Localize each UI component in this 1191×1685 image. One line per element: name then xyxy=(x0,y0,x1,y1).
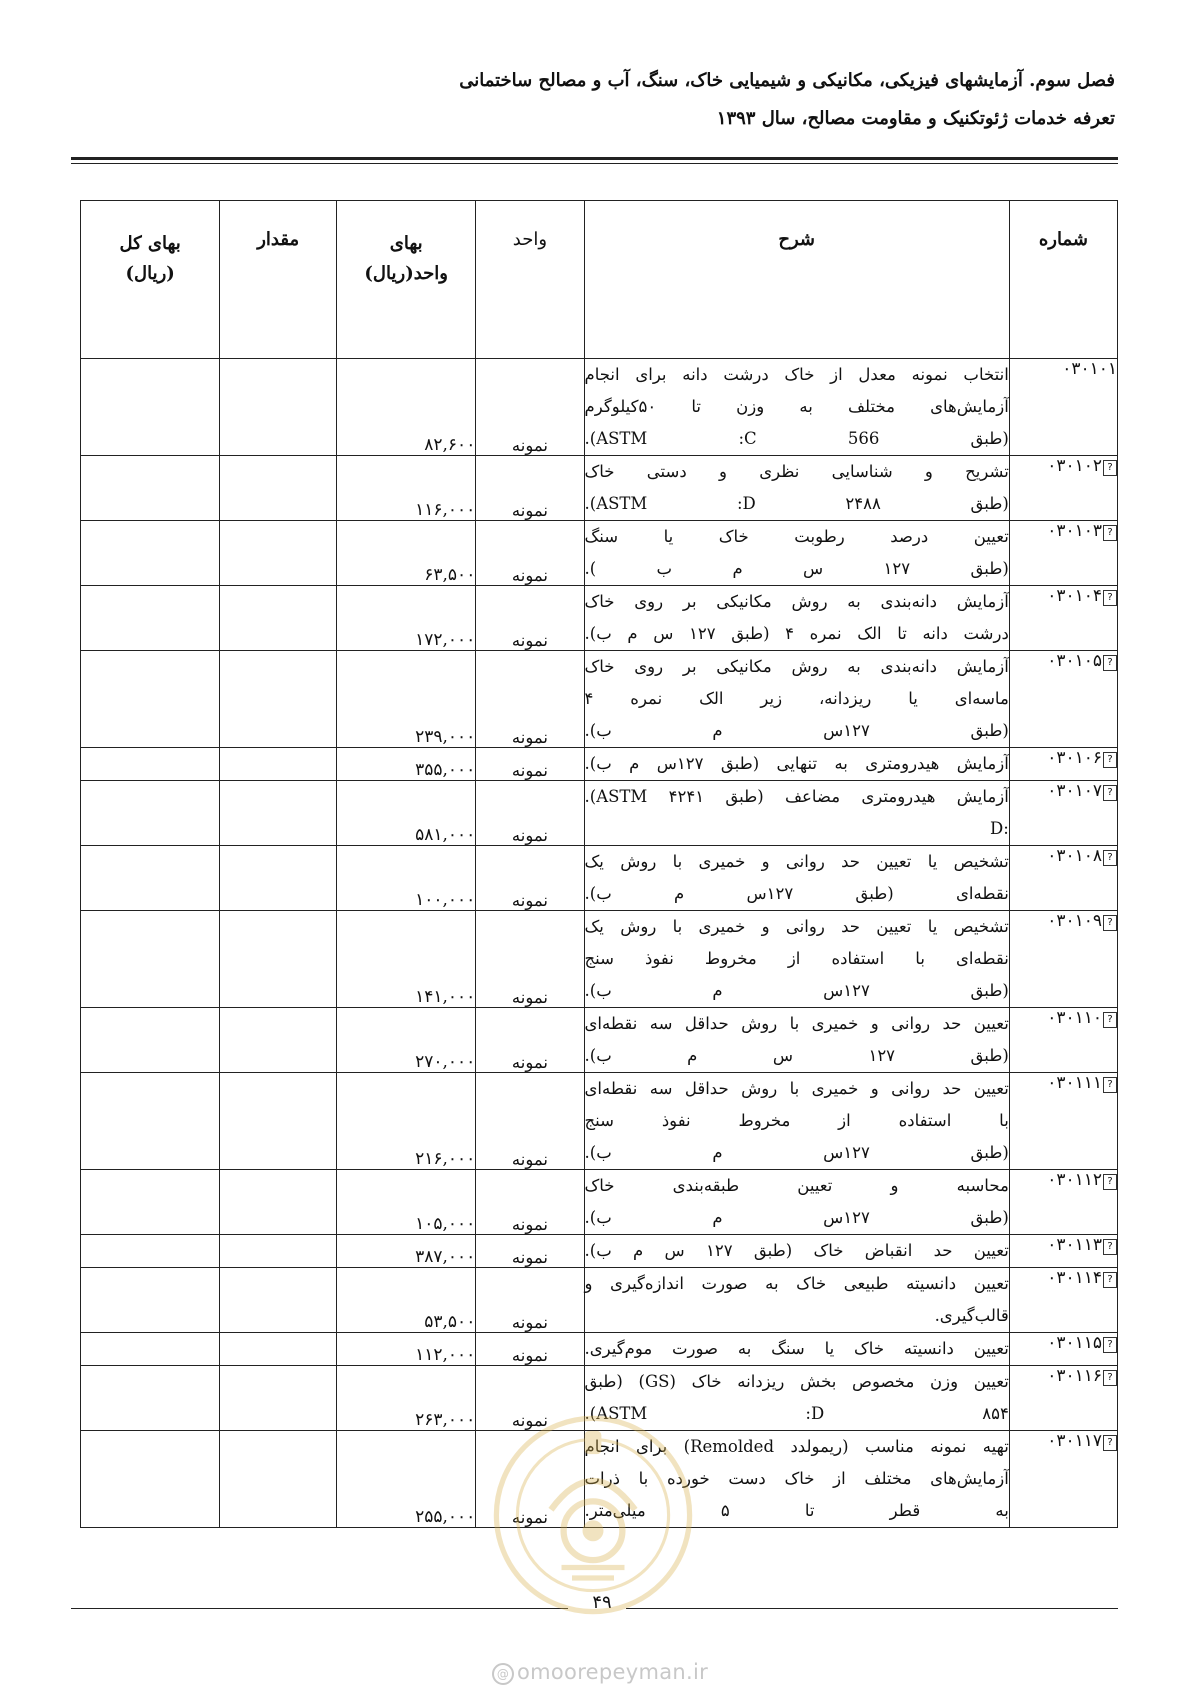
description-line: تعیین حد روانی و خمیری با روش حداقل سه نقطه‌ای xyxy=(584,1014,1009,1033)
cell-number xyxy=(1009,1073,1117,1170)
cell-quantity xyxy=(220,456,337,521)
cell-number xyxy=(1009,1170,1117,1235)
cell-number xyxy=(1009,521,1117,586)
row-number: ۰۳۰۱۱۷ xyxy=(1047,1431,1102,1451)
cell-total-price xyxy=(81,586,220,651)
row-number: ۰۳۰۱۱۱ xyxy=(1047,1073,1102,1093)
row-number: ۰۳۰۱۱۰ xyxy=(1047,1008,1102,1028)
cell-total-price xyxy=(81,1235,220,1268)
description-line: درشت دانه تا الک نمره ۴ (طبق ۱۲۷ س م ب). xyxy=(584,624,1009,643)
header-total-price-line1: بهای کل xyxy=(119,233,181,254)
table-row xyxy=(81,456,1118,521)
row-number: ۰۳۰۱۱۵ xyxy=(1047,1333,1102,1353)
cell-quantity xyxy=(220,1170,337,1235)
cell-total-price xyxy=(81,1073,220,1170)
row-number: ۰۳۰۱۰۱ xyxy=(1062,359,1117,379)
cell-total-price xyxy=(81,1008,220,1073)
table-row xyxy=(81,1268,1118,1333)
row-number: ۰۳۰۱۱۴ xyxy=(1047,1268,1102,1288)
cell-number xyxy=(1009,748,1117,781)
cell-description xyxy=(584,1235,1009,1268)
cell-quantity xyxy=(220,1235,337,1268)
cell-quantity xyxy=(220,1008,337,1073)
description-line: تعیین حد روانی و خمیری با روش حداقل سه نقطه‌ای xyxy=(584,1079,1009,1098)
cell-description xyxy=(584,359,1009,456)
replacement-char-icon: ? xyxy=(1103,655,1117,671)
cell-unit-price: ۲۳۹,۰۰۰ xyxy=(337,651,476,748)
cell-total-price xyxy=(81,651,220,748)
cell-unit-price: ۲۷۰,۰۰۰ xyxy=(337,1008,476,1073)
cell-total-price xyxy=(81,781,220,846)
table-row xyxy=(81,781,1118,846)
cell-description xyxy=(584,586,1009,651)
description-line: با استفاده از مخروط نفوذ سنج xyxy=(584,1111,1009,1130)
table-header-row xyxy=(81,201,1118,359)
cell-total-price xyxy=(81,359,220,456)
description-line: محاسبه و تعیین طبقه‌بندی خاک xyxy=(584,1176,1009,1195)
row-number: ۰۳۰۱۰۵ xyxy=(1047,651,1102,671)
description-line: نقطه‌ای (طبق ۱۲۷س م ب). xyxy=(584,884,1009,903)
description-line: (طبق ۱۲۷س م ب). xyxy=(584,1143,1009,1162)
cell-number xyxy=(1009,911,1117,1008)
cell-unit: نمونه xyxy=(476,1366,584,1431)
cell-description xyxy=(584,1268,1009,1333)
cell-unit: نمونه xyxy=(476,1170,584,1235)
cell-quantity xyxy=(220,846,337,911)
header-unit-price-line1: بهای xyxy=(389,233,423,254)
cell-description xyxy=(584,456,1009,521)
cell-total-price xyxy=(81,911,220,1008)
table-row xyxy=(81,846,1118,911)
cell-unit: نمونه xyxy=(476,521,584,586)
description-line: آزمایش هیدرومتری مضاعف (طبق ۴۲۴۱ ASTM). xyxy=(584,787,1009,806)
description-line: تعیین دانسیته طبیعی خاک به صورت اندازه‌گیری و xyxy=(584,1274,1009,1293)
replacement-char-icon: ? xyxy=(1103,460,1117,476)
cell-description xyxy=(584,781,1009,846)
cell-total-price xyxy=(81,1170,220,1235)
description-line: ASTM :D ۸۵۴). xyxy=(584,1404,1009,1423)
description-line: آزمایش هیدرومتری به تنهایی (طبق ۱۲۷س م ب). xyxy=(584,754,1009,773)
cell-quantity xyxy=(220,521,337,586)
table-row xyxy=(81,1073,1118,1170)
cell-description xyxy=(584,911,1009,1008)
description-line: تعیین دانسیته خاک یا سنگ به صورت موم‌گیری. xyxy=(584,1339,1009,1358)
header-rule-thin xyxy=(71,163,1118,164)
chapter-title: فصل سوم. آزمایشهای فیزیکی، مکانیکی و شیمیایی خاک، سنگ، آب و مصالح ساختمانی xyxy=(459,70,1115,91)
description-line: انتخاب نمونه معدل از خاک درشت دانه برای انجام xyxy=(584,365,1009,384)
replacement-char-icon: ? xyxy=(1103,785,1117,801)
cell-total-price xyxy=(81,521,220,586)
description-line: آزمایش دانه‌بندی به روش مکانیکی بر روی خاک xyxy=(584,592,1009,611)
table-row xyxy=(81,1170,1118,1235)
cell-total-price xyxy=(81,748,220,781)
cell-unit: نمونه xyxy=(476,1073,584,1170)
replacement-char-icon: ? xyxy=(1103,850,1117,866)
cell-unit-price: ۵۸۱,۰۰۰ xyxy=(337,781,476,846)
cell-quantity xyxy=(220,748,337,781)
cell-number xyxy=(1009,1366,1117,1431)
description-line: آزمایش‌های مختلف به وزن تا ۵۰کیلوگرم xyxy=(584,397,1009,416)
description-line: (طبق ۱۲۷ س م ب ). xyxy=(584,559,1009,578)
cell-description xyxy=(584,1008,1009,1073)
cell-quantity xyxy=(220,586,337,651)
replacement-char-icon: ? xyxy=(1103,1012,1117,1028)
replacement-char-icon: ? xyxy=(1103,1272,1117,1288)
cell-unit-price: ۱۰۰,۰۰۰ xyxy=(337,846,476,911)
header-number: شماره xyxy=(1009,201,1117,359)
table-row xyxy=(81,586,1118,651)
description-line: تهیه نمونه مناسب (ریمولدد Remolded) برای انجام xyxy=(584,1437,1009,1456)
header-description: شرح xyxy=(584,201,1009,359)
cell-description xyxy=(584,748,1009,781)
replacement-char-icon: ? xyxy=(1103,590,1117,606)
cell-unit: نمونه xyxy=(476,1268,584,1333)
header-unit-price-line2: واحد(ریال) xyxy=(364,263,448,284)
cell-unit-price: ۱۱۶,۰۰۰ xyxy=(337,456,476,521)
table-row xyxy=(81,521,1118,586)
table-row xyxy=(81,911,1118,1008)
page-number: ۴۹ xyxy=(592,1592,612,1613)
replacement-char-icon: ? xyxy=(1103,1435,1117,1451)
replacement-char-icon: ? xyxy=(1103,752,1117,768)
cell-number xyxy=(1009,359,1117,456)
cell-unit-price: ۲۱۶,۰۰۰ xyxy=(337,1073,476,1170)
description-line: (طبق ۱۲۷س م ب). xyxy=(584,721,1009,740)
cell-total-price xyxy=(81,456,220,521)
description-line: :D xyxy=(990,819,1009,838)
replacement-char-icon: ? xyxy=(1103,1077,1117,1093)
cell-description xyxy=(584,1170,1009,1235)
row-number: ۰۳۰۱۰۲ xyxy=(1047,456,1102,476)
description-line: (طبق ASTM :C 566). xyxy=(584,429,1009,448)
page-header xyxy=(75,62,1115,138)
cell-quantity xyxy=(220,1366,337,1431)
cell-number xyxy=(1009,781,1117,846)
cell-unit: نمونه xyxy=(476,748,584,781)
cell-unit: نمونه xyxy=(476,586,584,651)
table-row xyxy=(81,651,1118,748)
row-number: ۰۳۰۱۱۲ xyxy=(1047,1170,1102,1190)
row-number: ۰۳۰۱۰۴ xyxy=(1047,586,1102,606)
cell-unit: نمونه xyxy=(476,651,584,748)
table-row xyxy=(81,1333,1118,1366)
header-unit-price xyxy=(337,201,476,359)
cell-number xyxy=(1009,1333,1117,1366)
cell-description xyxy=(584,1073,1009,1170)
cell-number xyxy=(1009,1235,1117,1268)
cell-quantity xyxy=(220,1333,337,1366)
cell-total-price xyxy=(81,1366,220,1431)
cell-unit-price: ۱۱۲,۰۰۰ xyxy=(337,1333,476,1366)
cell-quantity xyxy=(220,651,337,748)
row-number: ۰۳۰۱۰۹ xyxy=(1047,911,1102,931)
at-icon: @ xyxy=(492,1663,514,1685)
replacement-char-icon: ? xyxy=(1103,915,1117,931)
cell-unit-price: ۱۴۱,۰۰۰ xyxy=(337,911,476,1008)
description-line: تشخیص یا تعیین حد روانی و خمیری با روش یک xyxy=(584,917,1009,936)
cell-description xyxy=(584,521,1009,586)
watermark-site xyxy=(492,1660,708,1685)
description-line: (طبق ASTM :D ۲۴۸۸). xyxy=(584,494,1009,513)
cell-total-price xyxy=(81,1431,220,1528)
description-line: (طبق ۱۲۷ س م ب). xyxy=(584,1046,1009,1065)
cell-unit-price: ۲۵۵,۰۰۰ xyxy=(337,1431,476,1528)
cell-quantity xyxy=(220,359,337,456)
table-row xyxy=(81,359,1118,456)
cell-unit-price: ۲۶۳,۰۰۰ xyxy=(337,1366,476,1431)
cell-quantity xyxy=(220,1431,337,1528)
cell-description xyxy=(584,651,1009,748)
cell-unit-price: ۳۵۵,۰۰۰ xyxy=(337,748,476,781)
cell-total-price xyxy=(81,846,220,911)
watermark-seal xyxy=(488,1410,698,1620)
description-line: ماسه‌ای یا ریزدانه، زیر الک نمره ۴ xyxy=(584,689,1009,708)
header-quantity: مقدار xyxy=(220,201,337,359)
cell-unit-price: ۵۳,۵۰۰ xyxy=(337,1268,476,1333)
replacement-char-icon: ? xyxy=(1103,1337,1117,1353)
cell-number xyxy=(1009,586,1117,651)
description-line: تشریح و شناسایی نظری و دستی خاک xyxy=(584,462,1009,481)
table-row xyxy=(81,1008,1118,1073)
description-line: قالب‌گیری. xyxy=(934,1306,1009,1325)
row-number: ۰۳۰۱۱۶ xyxy=(1047,1366,1102,1386)
cell-unit: نمونه xyxy=(476,846,584,911)
cell-unit: نمونه xyxy=(476,1008,584,1073)
description-line: (طبق ۱۲۷س م ب). xyxy=(584,981,1009,1000)
cell-unit: نمونه xyxy=(476,456,584,521)
table-row xyxy=(81,748,1118,781)
header-total-price-line2: (ریال) xyxy=(125,263,175,284)
cell-number xyxy=(1009,456,1117,521)
cell-description xyxy=(584,846,1009,911)
cell-number xyxy=(1009,1431,1117,1528)
cell-number xyxy=(1009,846,1117,911)
tariff-title: تعرفه خدمات ژئوتکنیک و مقاومت مصالح، سال ۱۳۹۳ xyxy=(716,108,1115,129)
description-line: تعیین حد انقباض خاک (طبق ۱۲۷ س م ب). xyxy=(584,1241,1009,1260)
header-rule-thick xyxy=(71,157,1118,160)
tariff-body xyxy=(81,359,1118,1528)
cell-number xyxy=(1009,651,1117,748)
watermark-site-text: omoorepeyman.ir xyxy=(517,1660,709,1684)
cell-unit: نمونه xyxy=(476,359,584,456)
tariff-table xyxy=(80,200,1118,1528)
cell-unit-price: ۱۰۵,۰۰۰ xyxy=(337,1170,476,1235)
cell-number xyxy=(1009,1008,1117,1073)
description-line: تعیین وزن مخصوص بخش ریزدانه خاک (GS) (طبق xyxy=(584,1372,1009,1391)
cell-total-price xyxy=(81,1333,220,1366)
cell-unit: نمونه xyxy=(476,1333,584,1366)
row-number: ۰۳۰۱۰۶ xyxy=(1047,748,1102,768)
cell-number xyxy=(1009,1268,1117,1333)
description-line: تشخیص یا تعیین حد روانی و خمیری با روش یک xyxy=(584,852,1009,871)
cell-unit: نمونه xyxy=(476,1431,584,1528)
cell-quantity xyxy=(220,911,337,1008)
table-row xyxy=(81,1235,1118,1268)
row-number: ۰۳۰۱۱۳ xyxy=(1047,1235,1102,1255)
cell-quantity xyxy=(220,1073,337,1170)
description-line: به قطر تا ۵ میلی‌متر. xyxy=(584,1501,1009,1520)
cell-unit-price: ۸۲,۶۰۰ xyxy=(337,359,476,456)
row-number: ۰۳۰۱۰۸ xyxy=(1047,846,1102,866)
cell-unit: نمونه xyxy=(476,1235,584,1268)
cell-description xyxy=(584,1333,1009,1366)
cell-unit-price: ۳۸۷,۰۰۰ xyxy=(337,1235,476,1268)
cell-unit-price: ۶۳,۵۰۰ xyxy=(337,521,476,586)
description-line: آزمایش‌های مختلف از خاک دست خورده با ذرات xyxy=(584,1469,1009,1488)
cell-quantity xyxy=(220,781,337,846)
cell-total-price xyxy=(81,1268,220,1333)
header-unit: واحد xyxy=(476,201,584,359)
description-line: (طبق ۱۲۷س م ب). xyxy=(584,1208,1009,1227)
row-number: ۰۳۰۱۰۳ xyxy=(1047,521,1102,541)
header-total-price xyxy=(81,201,220,359)
replacement-char-icon: ? xyxy=(1103,1174,1117,1190)
description-line: آزمایش دانه‌بندی به روش مکانیکی بر روی خاک xyxy=(584,657,1009,676)
description-line: تعیین درصد رطوبت خاک یا سنگ xyxy=(584,527,1009,546)
cell-unit: نمونه xyxy=(476,911,584,1008)
row-number: ۰۳۰۱۰۷ xyxy=(1047,781,1102,801)
replacement-char-icon: ? xyxy=(1103,1370,1117,1386)
cell-unit: نمونه xyxy=(476,781,584,846)
replacement-char-icon: ? xyxy=(1103,1239,1117,1255)
replacement-char-icon: ? xyxy=(1103,525,1117,541)
cell-unit-price: ۱۷۲,۰۰۰ xyxy=(337,586,476,651)
description-line: نقطه‌ای با استفاده از مخروط نفوذ سنج xyxy=(584,949,1009,968)
cell-quantity xyxy=(220,1268,337,1333)
